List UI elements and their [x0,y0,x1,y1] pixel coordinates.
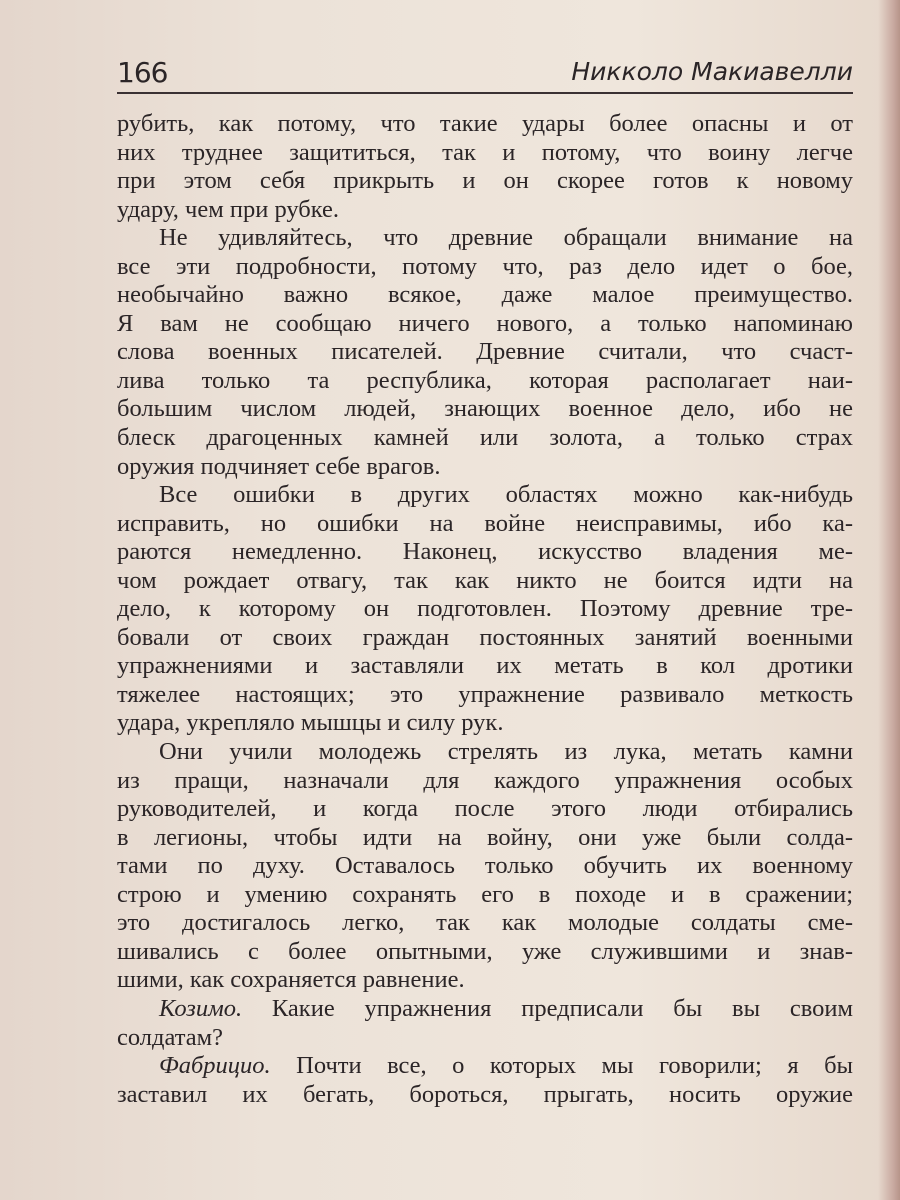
page-edge-shadow [878,0,900,1200]
line-text: Почти все, о которых мы говорили; я бы [270,1052,853,1080]
page-body-text [117,110,853,1109]
line-text: все эти подробности, потому что, раз дело идет о бое, [117,252,853,280]
page-number: 166 [117,56,168,89]
line-text: Они учили молодежь стрелять из лука, метать камни [159,738,853,766]
text-line [117,110,853,139]
line-text: тами по духу. Оставалось только обучить их военному [117,852,853,880]
text-line [117,624,853,653]
line-text: них труднее защититься, так и потому, что воину легче [117,138,853,166]
line-text: заставил их бегать, бороться, прыгать, носить оружие [117,1080,853,1108]
text-line [117,424,853,453]
line-text: руководителей, и когда после этого люди отбирались [117,795,853,823]
line-text: из пращи, назначали для каждого упражнения особых [117,766,853,794]
line-text: шивались с более опытными, уже служившими и знав- [117,937,853,965]
text-line [117,338,853,367]
line-text: лива только та республика, которая располагает наи- [117,366,853,394]
text-line [117,567,853,596]
text-line [117,995,853,1024]
text-line [117,767,853,796]
text-line [117,1024,853,1053]
line-text: при этом себя прикрыть и он скорее готов к новому [117,167,853,195]
text-line [117,709,853,738]
text-line [117,367,853,396]
text-line [117,1081,853,1110]
line-text: удара, укрепляло мышцы и силу рук. [117,709,504,737]
text-line [117,652,853,681]
line-text: Не удивляйтесь, что древние обращали внимание на [159,224,853,252]
line-text: дело, к которому он подготовлен. Поэтому древние тре- [117,595,853,623]
text-line [117,310,853,339]
text-line [117,481,853,510]
running-title: Никколо Макиавелли [571,57,853,86]
text-line [117,253,853,282]
line-text: Я вам не сообщаю ничего нового, а только напоминаю [117,309,853,337]
line-text: исправить, но ошибки на войне неисправимы, ибо ка- [117,509,853,537]
line-text: Все ошибки в других областях можно как-нибудь [159,481,853,509]
line-text: тяжелее настоящих; это упражнение развивало меткость [117,680,853,708]
text-line [117,538,853,567]
text-line [117,824,853,853]
text-line [117,738,853,767]
line-text: оружия подчиняет себе врагов. [117,452,441,480]
line-text: шими, как сохраняется равнение. [117,966,465,994]
text-line [117,1052,853,1081]
line-text: раются немедленно. Наконец, искусство владения ме- [117,538,853,566]
text-line [117,224,853,253]
text-line [117,681,853,710]
line-text: слова военных писателей. Древние считали, что счаст- [117,338,853,366]
line-text: блеск драгоценных камней или золота, а только страх [117,424,853,452]
text-line [117,595,853,624]
line-text: необычайно важно всякое, даже малое преимущество. [117,281,853,309]
text-line [117,881,853,910]
line-text: упражнениями и заставляли их метать в кол дротики [117,652,853,680]
text-line [117,510,853,539]
text-line [117,909,853,938]
line-text: в легионы, чтобы идти на войну, они уже были солда- [117,823,853,851]
line-text: Какие упражнения предписали бы вы своим [242,994,853,1022]
line-text: это достигалось легко, так как молодые солдаты сме- [117,909,853,937]
text-line [117,938,853,967]
line-text: чом рождает отвагу, так как никто не боится идти на [117,566,853,594]
page-header [117,52,853,92]
line-text: бовали от своих граждан постоянных занятий военными [117,623,853,651]
line-text: удару, чем при рубке. [117,195,340,223]
text-line [117,453,853,482]
text-line [117,795,853,824]
text-line [117,196,853,225]
line-text: рубить, как потому, что такие удары более опасны и от [117,110,853,137]
text-line [117,966,853,995]
speaker-name: Козимо. [159,994,243,1022]
speaker-name: Фабрицио. [159,1052,271,1080]
text-line [117,139,853,168]
header-rule [117,92,853,94]
text-line [117,167,853,196]
text-line [117,281,853,310]
line-text: солдатам? [117,1023,223,1051]
text-line [117,395,853,424]
line-text: строю и умению сохранять его в походе и в сражении; [117,880,853,908]
text-line [117,852,853,881]
line-text: большим числом людей, знающих военное дело, ибо не [117,395,853,423]
